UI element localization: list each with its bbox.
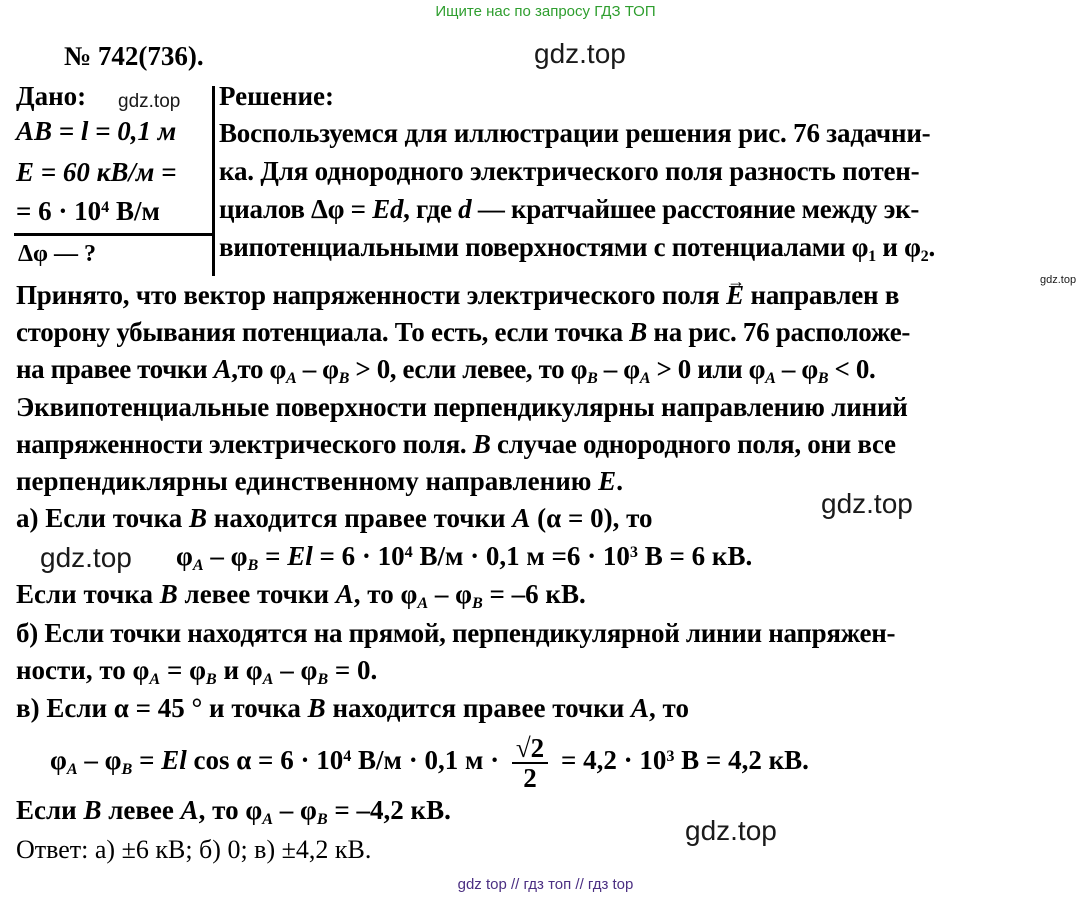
given-line: AB = l = 0,1 м xyxy=(16,116,177,146)
text-line: Если точка B левее точки A, то $\varphi_A - \varphi_B = -6$ кВ. xyxy=(16,579,586,612)
text-line: а) Если точка B находится правее точки A (α = 0), то xyxy=(16,503,653,533)
given-line: E = 60 кВ/м = xyxy=(16,157,177,187)
given-divider xyxy=(14,233,212,236)
problem-number: № 742(736). xyxy=(64,41,204,71)
formula-line: $\varphi_A - \varphi_B = El = 6 \cdot 10^4$ В/м · 0,1 $м =6 \cdot 10^3$ В = 6 кВ. xyxy=(176,541,753,574)
text-line: Эквипотенциальные поверхности перпендикулярны направлению линий xyxy=(16,392,908,422)
text-line: напряженности электрического поля. B случае однородного поля, они все xyxy=(16,429,896,459)
given-line: = $6 \cdot 10^4$ В/м xyxy=(16,196,160,226)
formula-line: $\varphi_A - \varphi_B = El$ $\cos \alpha = 6 \cdot 10^4$ В/м · 0,1 м · $\frac{√2}{2}$ = $4,2 \cdot 10^3$ В = 4,2 кВ. xyxy=(50,732,809,793)
search-banner: Ищите нас по запросу ГДЗ ТОП xyxy=(435,3,656,20)
footer-links: gdz top // гдз топ // гдз top xyxy=(457,876,634,893)
text-line: ности, то $\varphi_A = \varphi_B$ и $\varphi_A - \varphi_B = 0$. xyxy=(16,655,378,688)
text-line: Воспользуемся для иллюстрации решения рис. 76 задачни- xyxy=(219,118,931,148)
text-line: в) Если α = 45 ° и точка B находится правее точки A, то xyxy=(16,693,689,723)
watermark: gdz.top xyxy=(40,542,132,573)
text-line: б) Если точки находятся на прямой, перпендикулярной линии напряжен- xyxy=(16,618,896,648)
given-title: Дано: xyxy=(16,81,87,111)
text-line: ка. Для однородного электрического поля разность потен- xyxy=(219,156,920,186)
given-solution-divider xyxy=(212,86,215,276)
vector-e: → E xyxy=(726,279,744,311)
solution-title: Решение: xyxy=(219,81,334,111)
answer-line: Ответ: а) ±6 кВ; б) 0; в) ±4,2 кВ. xyxy=(16,835,372,864)
watermark: gdz.top xyxy=(1040,274,1077,286)
fraction-sqrt2-over-2: $\frac{√2}{2}$ xyxy=(512,734,548,792)
watermark: gdz.top xyxy=(821,488,913,519)
text-line: перпендиклярны единственному направлению E. xyxy=(16,466,623,496)
text-line: Если B левее A, то $\varphi_A - \varphi_B = -4,2$ кВ. xyxy=(16,795,451,828)
text-line: Принято, что вектор напряженности электрического поля → E направлен в xyxy=(16,279,899,311)
watermark: gdz.top xyxy=(685,815,777,846)
watermark: gdz.top xyxy=(118,91,181,112)
text-line: циалов Δφ = Ed, где d — кратчайшее расстояние между эк- xyxy=(219,194,920,224)
text-line: на правее точки A,то $\varphi_A - \varphi_B > 0$, если левее, то $\varphi_B - \varphi_A > 0$ или $\varphi_A - \varphi_B < 0$. xyxy=(16,354,876,387)
text-line: сторону убывания потенциала. То есть, если точка B на рис. 76 расположе- xyxy=(16,317,911,347)
find-line: Δφ — ? xyxy=(18,241,97,267)
text-line: випотенциальными поверхностями с потенциалами $\varphi_1$ и $\varphi_2$. xyxy=(219,232,935,265)
watermark: gdz.top xyxy=(534,38,626,69)
